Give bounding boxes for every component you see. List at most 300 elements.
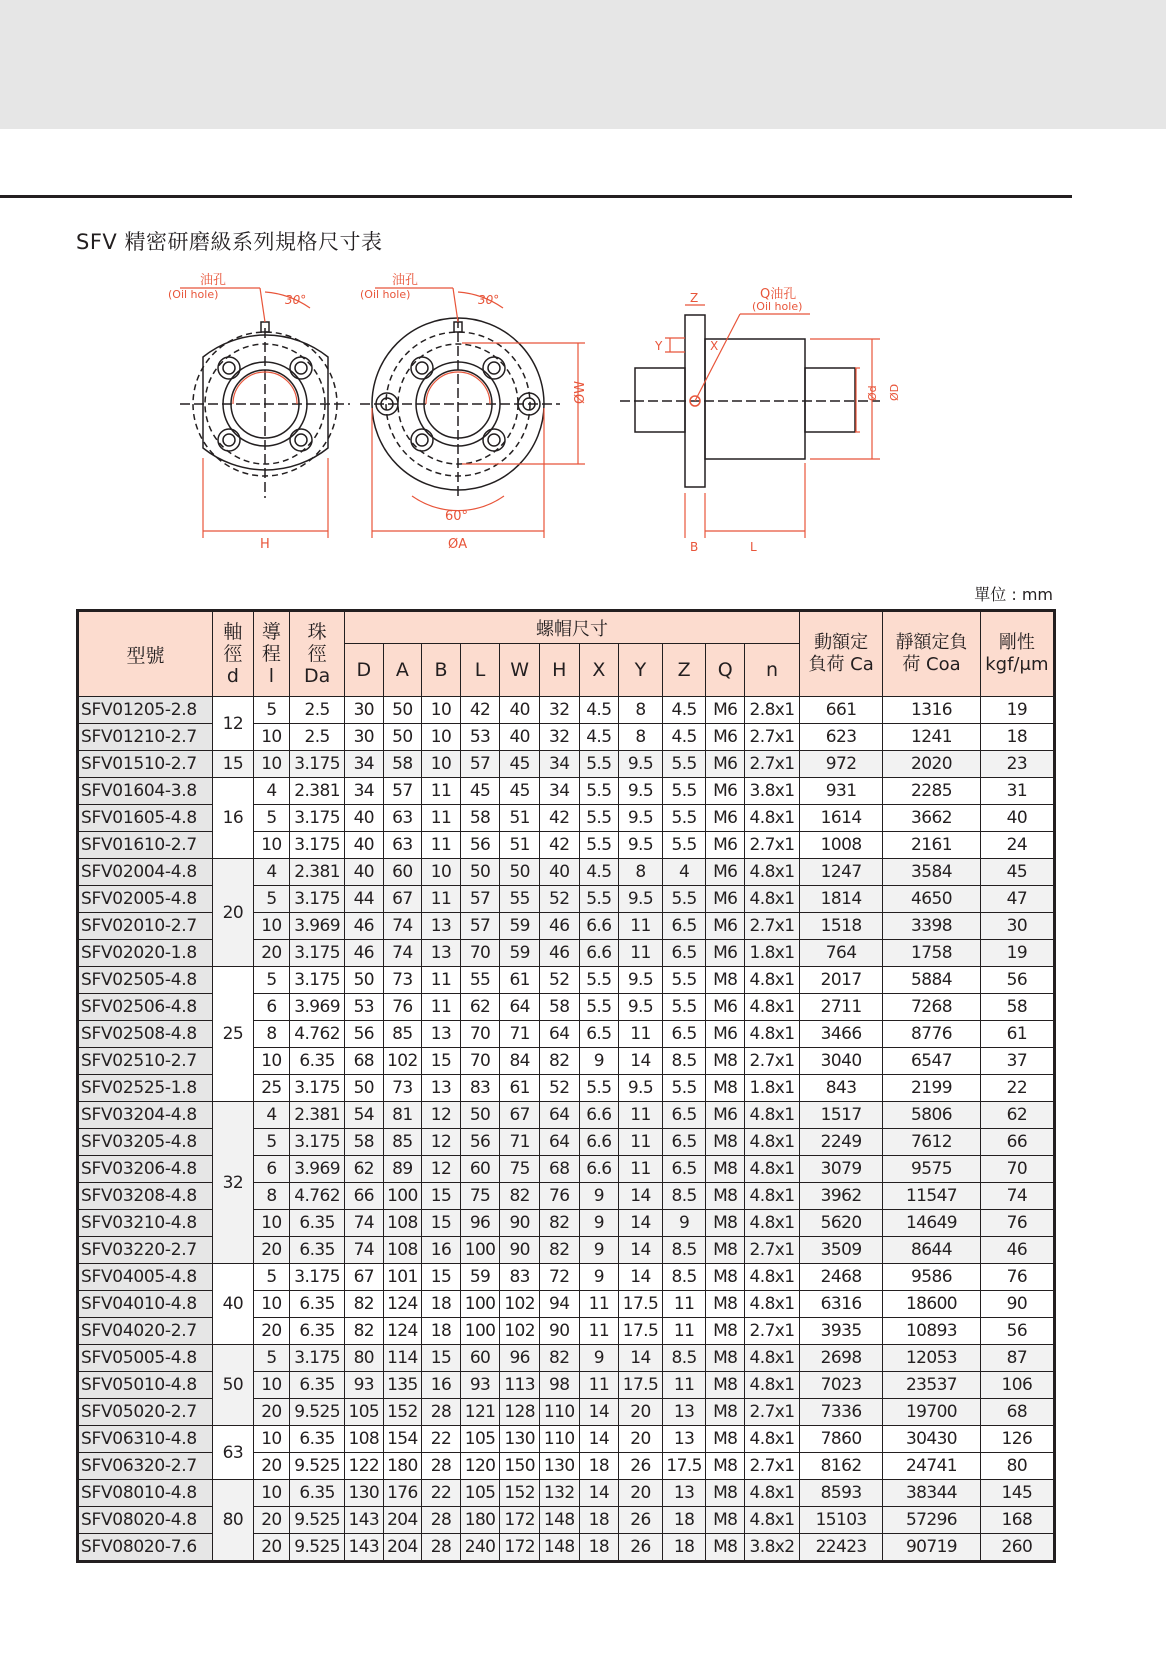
cell-ca: 3466 — [799, 1021, 882, 1048]
cell-d: 58 — [345, 1129, 384, 1156]
cell-l: 240 — [460, 1534, 500, 1562]
page-title: SFV 精密研磨級系列規格尺寸表 — [76, 230, 383, 254]
cell-h: 46 — [539, 940, 579, 967]
table-row — [78, 778, 1055, 805]
cell-h: 46 — [539, 913, 579, 940]
header-nut-col: H — [539, 644, 579, 697]
cell-d: 108 — [345, 1426, 384, 1453]
cell-x: 6.5 — [579, 1021, 619, 1048]
cell-l: 70 — [460, 940, 500, 967]
cell-x: 14 — [579, 1480, 619, 1507]
cell-k: 90 — [980, 1291, 1054, 1318]
model-cell: SFV03204-4.8 — [78, 1102, 213, 1129]
cell-z: 6.5 — [662, 940, 706, 967]
cell-y: 9.5 — [619, 994, 663, 1021]
cell-ca: 3040 — [799, 1048, 882, 1075]
cell-w: 50 — [500, 859, 540, 886]
cell-y: 14 — [619, 1048, 663, 1075]
model-cell: SFV08010-4.8 — [78, 1480, 213, 1507]
cell-a: 76 — [383, 994, 422, 1021]
cell-d: 40 — [345, 805, 384, 832]
cell-coa: 38344 — [883, 1480, 980, 1507]
cell-y: 17.5 — [619, 1372, 663, 1399]
header-lead: 導 程 l — [253, 611, 290, 697]
cell-l: 20 — [253, 1318, 290, 1345]
cell-w: 59 — [500, 940, 540, 967]
cell-coa: 1316 — [883, 697, 980, 724]
cell-b: 22 — [422, 1426, 461, 1453]
cell-l: 100 — [460, 1291, 500, 1318]
header-nut-col: A — [383, 644, 422, 697]
cell-l: 10 — [253, 913, 290, 940]
cell-k: 58 — [980, 994, 1054, 1021]
cell-z: 4.5 — [662, 697, 706, 724]
cell-coa: 9575 — [883, 1156, 980, 1183]
cell-y: 8 — [619, 724, 663, 751]
cell-q: M6 — [706, 832, 745, 859]
cell-w: 152 — [500, 1480, 540, 1507]
dim-D-label: ØD — [888, 383, 901, 401]
cell-x: 5.5 — [579, 751, 619, 778]
cell-q: M6 — [706, 859, 745, 886]
cell-a: 180 — [383, 1453, 422, 1480]
cell-n: 4.8x1 — [745, 1480, 800, 1507]
cell-y: 9.5 — [619, 751, 663, 778]
cell-n: 2.7x1 — [745, 1048, 800, 1075]
cell-l: 58 — [460, 805, 500, 832]
dim-L-label: L — [750, 540, 757, 554]
cell-q: M8 — [706, 1237, 745, 1264]
dim-A-label: ØA — [448, 537, 468, 552]
cell-a: 63 — [383, 832, 422, 859]
cell-da: 3.175 — [290, 940, 345, 967]
cell-l: 20 — [253, 940, 290, 967]
shaft-diameter-cell: 20 — [213, 859, 254, 967]
table-row — [78, 1480, 1055, 1507]
model-cell: SFV08020-4.8 — [78, 1507, 213, 1534]
cell-da: 6.35 — [290, 1426, 345, 1453]
cell-da: 2.381 — [290, 778, 345, 805]
cell-da: 2.5 — [290, 724, 345, 751]
cell-b: 11 — [422, 886, 461, 913]
model-cell: SFV02005-4.8 — [78, 886, 213, 913]
cell-h: 34 — [539, 751, 579, 778]
cell-ca: 1518 — [799, 913, 882, 940]
cell-l: 100 — [460, 1237, 500, 1264]
cell-x: 5.5 — [579, 994, 619, 1021]
cell-a: 152 — [383, 1399, 422, 1426]
cell-k: 76 — [980, 1210, 1054, 1237]
cell-coa: 12053 — [883, 1345, 980, 1372]
shaft-diameter-cell: 80 — [213, 1480, 254, 1562]
cell-z: 6.5 — [662, 1129, 706, 1156]
cell-b: 10 — [422, 697, 461, 724]
cell-da: 3.175 — [290, 1264, 345, 1291]
model-cell: SFV02508-4.8 — [78, 1021, 213, 1048]
cell-w: 83 — [500, 1264, 540, 1291]
cell-l: 8 — [253, 1183, 290, 1210]
cell-w: 75 — [500, 1156, 540, 1183]
cell-b: 11 — [422, 967, 461, 994]
model-cell: SFV02004-4.8 — [78, 859, 213, 886]
cell-coa: 3398 — [883, 913, 980, 940]
cell-ca: 843 — [799, 1075, 882, 1102]
cell-l: 70 — [460, 1021, 500, 1048]
cell-b: 15 — [422, 1183, 461, 1210]
cell-n: 4.8x1 — [745, 1102, 800, 1129]
header-band — [0, 0, 1166, 129]
cell-l: 45 — [460, 778, 500, 805]
cell-n: 3.8x2 — [745, 1534, 800, 1562]
cell-k: 126 — [980, 1426, 1054, 1453]
cell-coa: 24741 — [883, 1453, 980, 1480]
cell-l: 62 — [460, 994, 500, 1021]
cell-w: 90 — [500, 1237, 540, 1264]
dim-B-label: B — [690, 540, 699, 554]
cell-n: 4.8x1 — [745, 805, 800, 832]
cell-w: 51 — [500, 805, 540, 832]
cell-k: 260 — [980, 1534, 1054, 1562]
cell-ca: 2017 — [799, 967, 882, 994]
cell-w: 102 — [500, 1318, 540, 1345]
cell-q: M8 — [706, 1183, 745, 1210]
cell-ca: 3962 — [799, 1183, 882, 1210]
cell-da: 6.35 — [290, 1372, 345, 1399]
cell-a: 135 — [383, 1372, 422, 1399]
cell-l: 55 — [460, 967, 500, 994]
cell-w: 40 — [500, 697, 540, 724]
cell-da: 6.35 — [290, 1210, 345, 1237]
cell-coa: 5884 — [883, 967, 980, 994]
header-nut-col: D — [345, 644, 384, 697]
cell-b: 15 — [422, 1264, 461, 1291]
cell-b: 12 — [422, 1156, 461, 1183]
header-rigidity: 剛性 kgf/μm — [980, 611, 1054, 697]
cell-k: 22 — [980, 1075, 1054, 1102]
cell-x: 14 — [579, 1426, 619, 1453]
cell-z: 8.5 — [662, 1048, 706, 1075]
cell-n: 2.7x1 — [745, 751, 800, 778]
cell-k: 45 — [980, 859, 1054, 886]
cell-ca: 3935 — [799, 1318, 882, 1345]
cell-d: 34 — [345, 751, 384, 778]
cell-z: 4.5 — [662, 724, 706, 751]
cell-w: 59 — [500, 913, 540, 940]
cell-ca: 1614 — [799, 805, 882, 832]
cell-d: 30 — [345, 697, 384, 724]
cell-x: 5.5 — [579, 832, 619, 859]
model-cell: SFV03206-4.8 — [78, 1156, 213, 1183]
cell-q: M8 — [706, 967, 745, 994]
table-row — [78, 859, 1055, 886]
header-dyn-load: 動額定 負荷 Ca — [799, 611, 882, 697]
cell-ca: 5620 — [799, 1210, 882, 1237]
cell-l: 5 — [253, 1345, 290, 1372]
cell-l: 20 — [253, 1507, 290, 1534]
cell-d: 40 — [345, 832, 384, 859]
cell-coa: 30430 — [883, 1426, 980, 1453]
cell-ca: 1247 — [799, 859, 882, 886]
cell-w: 67 — [500, 1102, 540, 1129]
model-cell: SFV06310-4.8 — [78, 1426, 213, 1453]
cell-coa: 3584 — [883, 859, 980, 886]
cell-d: 53 — [345, 994, 384, 1021]
cell-l: 93 — [460, 1372, 500, 1399]
cell-l: 10 — [253, 1480, 290, 1507]
cell-a: 81 — [383, 1102, 422, 1129]
cell-l: 56 — [460, 1129, 500, 1156]
cell-l: 75 — [460, 1183, 500, 1210]
cell-y: 26 — [619, 1453, 663, 1480]
cell-l: 10 — [253, 1048, 290, 1075]
cell-y: 9.5 — [619, 967, 663, 994]
model-cell: SFV02525-1.8 — [78, 1075, 213, 1102]
model-cell: SFV01210-2.7 — [78, 724, 213, 751]
cell-l: 10 — [253, 724, 290, 751]
cell-q: M8 — [706, 1426, 745, 1453]
cell-n: 1.8x1 — [745, 940, 800, 967]
cell-x: 5.5 — [579, 805, 619, 832]
cell-k: 56 — [980, 967, 1054, 994]
model-cell: SFV02510-2.7 — [78, 1048, 213, 1075]
cell-y: 11 — [619, 1102, 663, 1129]
cell-z: 5.5 — [662, 832, 706, 859]
cell-k: 30 — [980, 913, 1054, 940]
cell-y: 11 — [619, 1156, 663, 1183]
cell-b: 13 — [422, 913, 461, 940]
cell-k: 19 — [980, 697, 1054, 724]
cell-h: 82 — [539, 1237, 579, 1264]
spec-table — [76, 609, 1056, 1563]
cell-l: 20 — [253, 1237, 290, 1264]
cell-h: 52 — [539, 967, 579, 994]
cell-l: 70 — [460, 1048, 500, 1075]
cell-coa: 1758 — [883, 940, 980, 967]
cell-n: 2.7x1 — [745, 1237, 800, 1264]
cell-x: 9 — [579, 1345, 619, 1372]
shaft-diameter-cell: 63 — [213, 1426, 254, 1480]
cell-n: 1.8x1 — [745, 1075, 800, 1102]
cell-k: 23 — [980, 751, 1054, 778]
cell-h: 34 — [539, 778, 579, 805]
cell-h: 52 — [539, 886, 579, 913]
cell-h: 90 — [539, 1318, 579, 1345]
cell-ca: 3509 — [799, 1237, 882, 1264]
cell-b: 18 — [422, 1291, 461, 1318]
cell-x: 4.5 — [579, 724, 619, 751]
cell-x: 5.5 — [579, 886, 619, 913]
cell-ca: 3079 — [799, 1156, 882, 1183]
cell-b: 18 — [422, 1318, 461, 1345]
cell-d: 46 — [345, 940, 384, 967]
cell-y: 17.5 — [619, 1318, 663, 1345]
cell-da: 3.175 — [290, 1345, 345, 1372]
model-cell: SFV03208-4.8 — [78, 1183, 213, 1210]
cell-z: 17.5 — [662, 1453, 706, 1480]
cell-b: 13 — [422, 940, 461, 967]
cell-z: 8.5 — [662, 1345, 706, 1372]
cell-h: 148 — [539, 1507, 579, 1534]
cell-x: 6.6 — [579, 940, 619, 967]
cell-l: 5 — [253, 1264, 290, 1291]
shaft-diameter-cell: 32 — [213, 1102, 254, 1264]
cell-d: 67 — [345, 1264, 384, 1291]
cell-ca: 8162 — [799, 1453, 882, 1480]
header-nut-col: B — [422, 644, 461, 697]
cell-q: M6 — [706, 886, 745, 913]
cell-z: 6.5 — [662, 1102, 706, 1129]
cell-b: 13 — [422, 1021, 461, 1048]
cell-ca: 2249 — [799, 1129, 882, 1156]
cell-k: 74 — [980, 1183, 1054, 1210]
cell-b: 11 — [422, 832, 461, 859]
cell-b: 12 — [422, 1102, 461, 1129]
cell-w: 61 — [500, 1075, 540, 1102]
shaft-diameter-cell: 50 — [213, 1345, 254, 1426]
cell-y: 9.5 — [619, 832, 663, 859]
cell-q: M8 — [706, 1264, 745, 1291]
cell-a: 50 — [383, 697, 422, 724]
cell-y: 14 — [619, 1237, 663, 1264]
cell-k: 47 — [980, 886, 1054, 913]
cell-y: 11 — [619, 940, 663, 967]
model-cell: SFV06320-2.7 — [78, 1453, 213, 1480]
cell-a: 50 — [383, 724, 422, 751]
cell-da: 3.175 — [290, 1129, 345, 1156]
cell-ca: 972 — [799, 751, 882, 778]
table-row — [78, 1264, 1055, 1291]
cell-n: 2.8x1 — [745, 697, 800, 724]
cell-l: 57 — [460, 913, 500, 940]
cell-x: 6.6 — [579, 913, 619, 940]
cell-a: 63 — [383, 805, 422, 832]
model-cell: SFV01605-4.8 — [78, 805, 213, 832]
cell-l: 121 — [460, 1399, 500, 1426]
cell-z: 13 — [662, 1480, 706, 1507]
cell-l: 4 — [253, 859, 290, 886]
cell-w: 84 — [500, 1048, 540, 1075]
cell-q: M8 — [706, 1318, 745, 1345]
cell-da: 3.175 — [290, 886, 345, 913]
cell-b: 10 — [422, 859, 461, 886]
cell-d: 143 — [345, 1507, 384, 1534]
cell-h: 32 — [539, 697, 579, 724]
model-cell: SFV05010-4.8 — [78, 1372, 213, 1399]
cell-b: 28 — [422, 1507, 461, 1534]
cell-a: 89 — [383, 1156, 422, 1183]
cell-ca: 931 — [799, 778, 882, 805]
cell-l: 20 — [253, 1534, 290, 1562]
cell-h: 110 — [539, 1399, 579, 1426]
cell-a: 102 — [383, 1048, 422, 1075]
cell-x: 18 — [579, 1453, 619, 1480]
cell-ca: 7860 — [799, 1426, 882, 1453]
cell-k: 76 — [980, 1264, 1054, 1291]
cell-da: 9.525 — [290, 1453, 345, 1480]
cell-n: 2.7x1 — [745, 1453, 800, 1480]
cell-da: 3.175 — [290, 832, 345, 859]
cell-l: 5 — [253, 805, 290, 832]
dim-X-label: X — [710, 339, 719, 353]
cell-b: 16 — [422, 1372, 461, 1399]
cell-z: 11 — [662, 1291, 706, 1318]
cell-h: 58 — [539, 994, 579, 1021]
q-oil-hole-en-label: (Oil hole) — [752, 300, 803, 313]
cell-k: 70 — [980, 1156, 1054, 1183]
cell-d: 54 — [345, 1102, 384, 1129]
cell-l: 59 — [460, 1264, 500, 1291]
cell-l: 25 — [253, 1075, 290, 1102]
model-cell: SFV01510-2.7 — [78, 751, 213, 778]
cell-a: 57 — [383, 778, 422, 805]
cell-x: 14 — [579, 1399, 619, 1426]
cell-d: 68 — [345, 1048, 384, 1075]
cell-d: 40 — [345, 859, 384, 886]
cell-y: 9.5 — [619, 778, 663, 805]
cell-l: 56 — [460, 832, 500, 859]
cell-n: 2.7x1 — [745, 913, 800, 940]
cell-h: 98 — [539, 1372, 579, 1399]
cell-z: 5.5 — [662, 778, 706, 805]
cell-n: 4.8x1 — [745, 1507, 800, 1534]
q-oil-hole-label: Q油孔 — [760, 287, 797, 302]
cell-y: 26 — [619, 1534, 663, 1562]
cell-d: 82 — [345, 1318, 384, 1345]
cell-n: 4.8x1 — [745, 994, 800, 1021]
cell-da: 3.175 — [290, 751, 345, 778]
model-cell: SFV08020-7.6 — [78, 1534, 213, 1562]
cell-y: 14 — [619, 1345, 663, 1372]
cell-k: 62 — [980, 1102, 1054, 1129]
cell-x: 9 — [579, 1264, 619, 1291]
cell-da: 6.35 — [290, 1048, 345, 1075]
cell-k: 31 — [980, 778, 1054, 805]
cell-l: 120 — [460, 1453, 500, 1480]
angle-60-label: 60° — [445, 509, 469, 524]
cell-l: 57 — [460, 886, 500, 913]
cell-n: 2.7x1 — [745, 832, 800, 859]
cell-w: 150 — [500, 1453, 540, 1480]
cell-coa: 2285 — [883, 778, 980, 805]
table-row — [78, 751, 1055, 778]
cell-y: 14 — [619, 1210, 663, 1237]
model-cell: SFV03220-2.7 — [78, 1237, 213, 1264]
cell-h: 110 — [539, 1426, 579, 1453]
cell-b: 28 — [422, 1453, 461, 1480]
cell-z: 18 — [662, 1507, 706, 1534]
cell-z: 6.5 — [662, 913, 706, 940]
cell-z: 4 — [662, 859, 706, 886]
cell-a: 85 — [383, 1021, 422, 1048]
cell-b: 28 — [422, 1399, 461, 1426]
cell-n: 4.8x1 — [745, 1021, 800, 1048]
header-rule — [0, 195, 1072, 198]
cell-h: 42 — [539, 805, 579, 832]
cell-da: 3.175 — [290, 1075, 345, 1102]
angle-30-label-2: 30° — [478, 293, 500, 307]
cell-coa: 7612 — [883, 1129, 980, 1156]
dim-Z-label: Z — [690, 291, 699, 305]
cell-l: 42 — [460, 697, 500, 724]
cell-coa: 7268 — [883, 994, 980, 1021]
cell-ca: 1517 — [799, 1102, 882, 1129]
cell-h: 82 — [539, 1210, 579, 1237]
cell-n: 2.7x1 — [745, 724, 800, 751]
cell-a: 74 — [383, 940, 422, 967]
model-cell: SFV04005-4.8 — [78, 1264, 213, 1291]
cell-x: 9 — [579, 1237, 619, 1264]
cell-w: 64 — [500, 994, 540, 1021]
